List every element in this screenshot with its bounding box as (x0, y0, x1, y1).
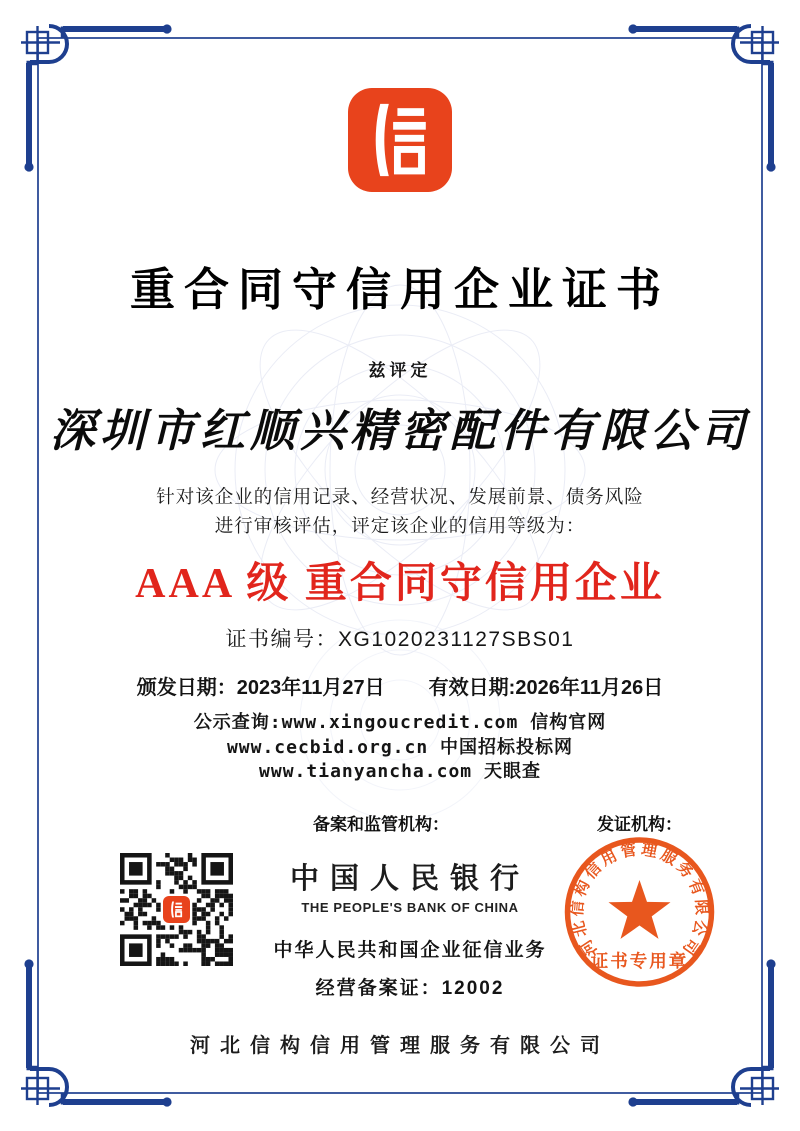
credit-rating: AAA 级 重合同守信用企业 (135, 561, 665, 607)
evaluation-description (0, 482, 800, 540)
bank-name-en: THE PEOPLE'S BANK OF CHINA (301, 900, 519, 915)
issuing-agency-label: 发证机构： (597, 815, 682, 834)
bank-name-cn: 中国人民银行 (289, 863, 530, 895)
bank-license-number: 经营备案证：12002 (315, 978, 505, 999)
issuer-company-name: 河北信构信用管理服务有限公司 (190, 1035, 610, 1057)
logo-mark-glyph (357, 97, 443, 183)
inquiry-line-3: www.tianyancha.com 天眼查 (259, 761, 541, 782)
description-line-2: 进行审核评估，评定该企业的信用等级为： (214, 515, 586, 536)
certificate-dates (0, 671, 800, 700)
public-inquiry-links (0, 711, 800, 785)
bank-business-line: 中华人民共和国企业征信业务 (273, 940, 547, 961)
issue-date: 颁发日期：2023年11月27日 (136, 677, 385, 699)
certificate-number: 证书编号：XG1020231127SBS01 (225, 628, 575, 651)
brand-logo-icon (348, 88, 452, 192)
seal-ring-text: 河北信构信用管理服务有限公司 (568, 841, 710, 961)
filing-supervisor-label: 备案和监管机构： (313, 815, 449, 834)
inquiry-line-2: www.cecbid.org.cn 中国招标投标网 (226, 736, 574, 758)
seal-star-icon (609, 880, 671, 939)
description-line-1: 针对该企业的信用记录、经营状况、发展前景、债务风险 (156, 486, 644, 507)
valid-date: 有效日期:2026年11月26日 (428, 677, 664, 699)
awarded-company-name: 深圳市红顺兴精密配件有限公司 (49, 406, 750, 456)
inquiry-line-1: 公示查询:www.xingoucredit.com 信构官网 (193, 712, 607, 733)
qr-center-logo-icon (163, 896, 190, 923)
filing-authority-block (250, 856, 570, 1000)
assess-label: 兹评定 (368, 361, 432, 380)
seal-bottom-text: 证书专用章 (590, 951, 689, 971)
certificate-title: 重合同守信用企业证书 (129, 264, 670, 315)
official-seal (557, 828, 723, 994)
